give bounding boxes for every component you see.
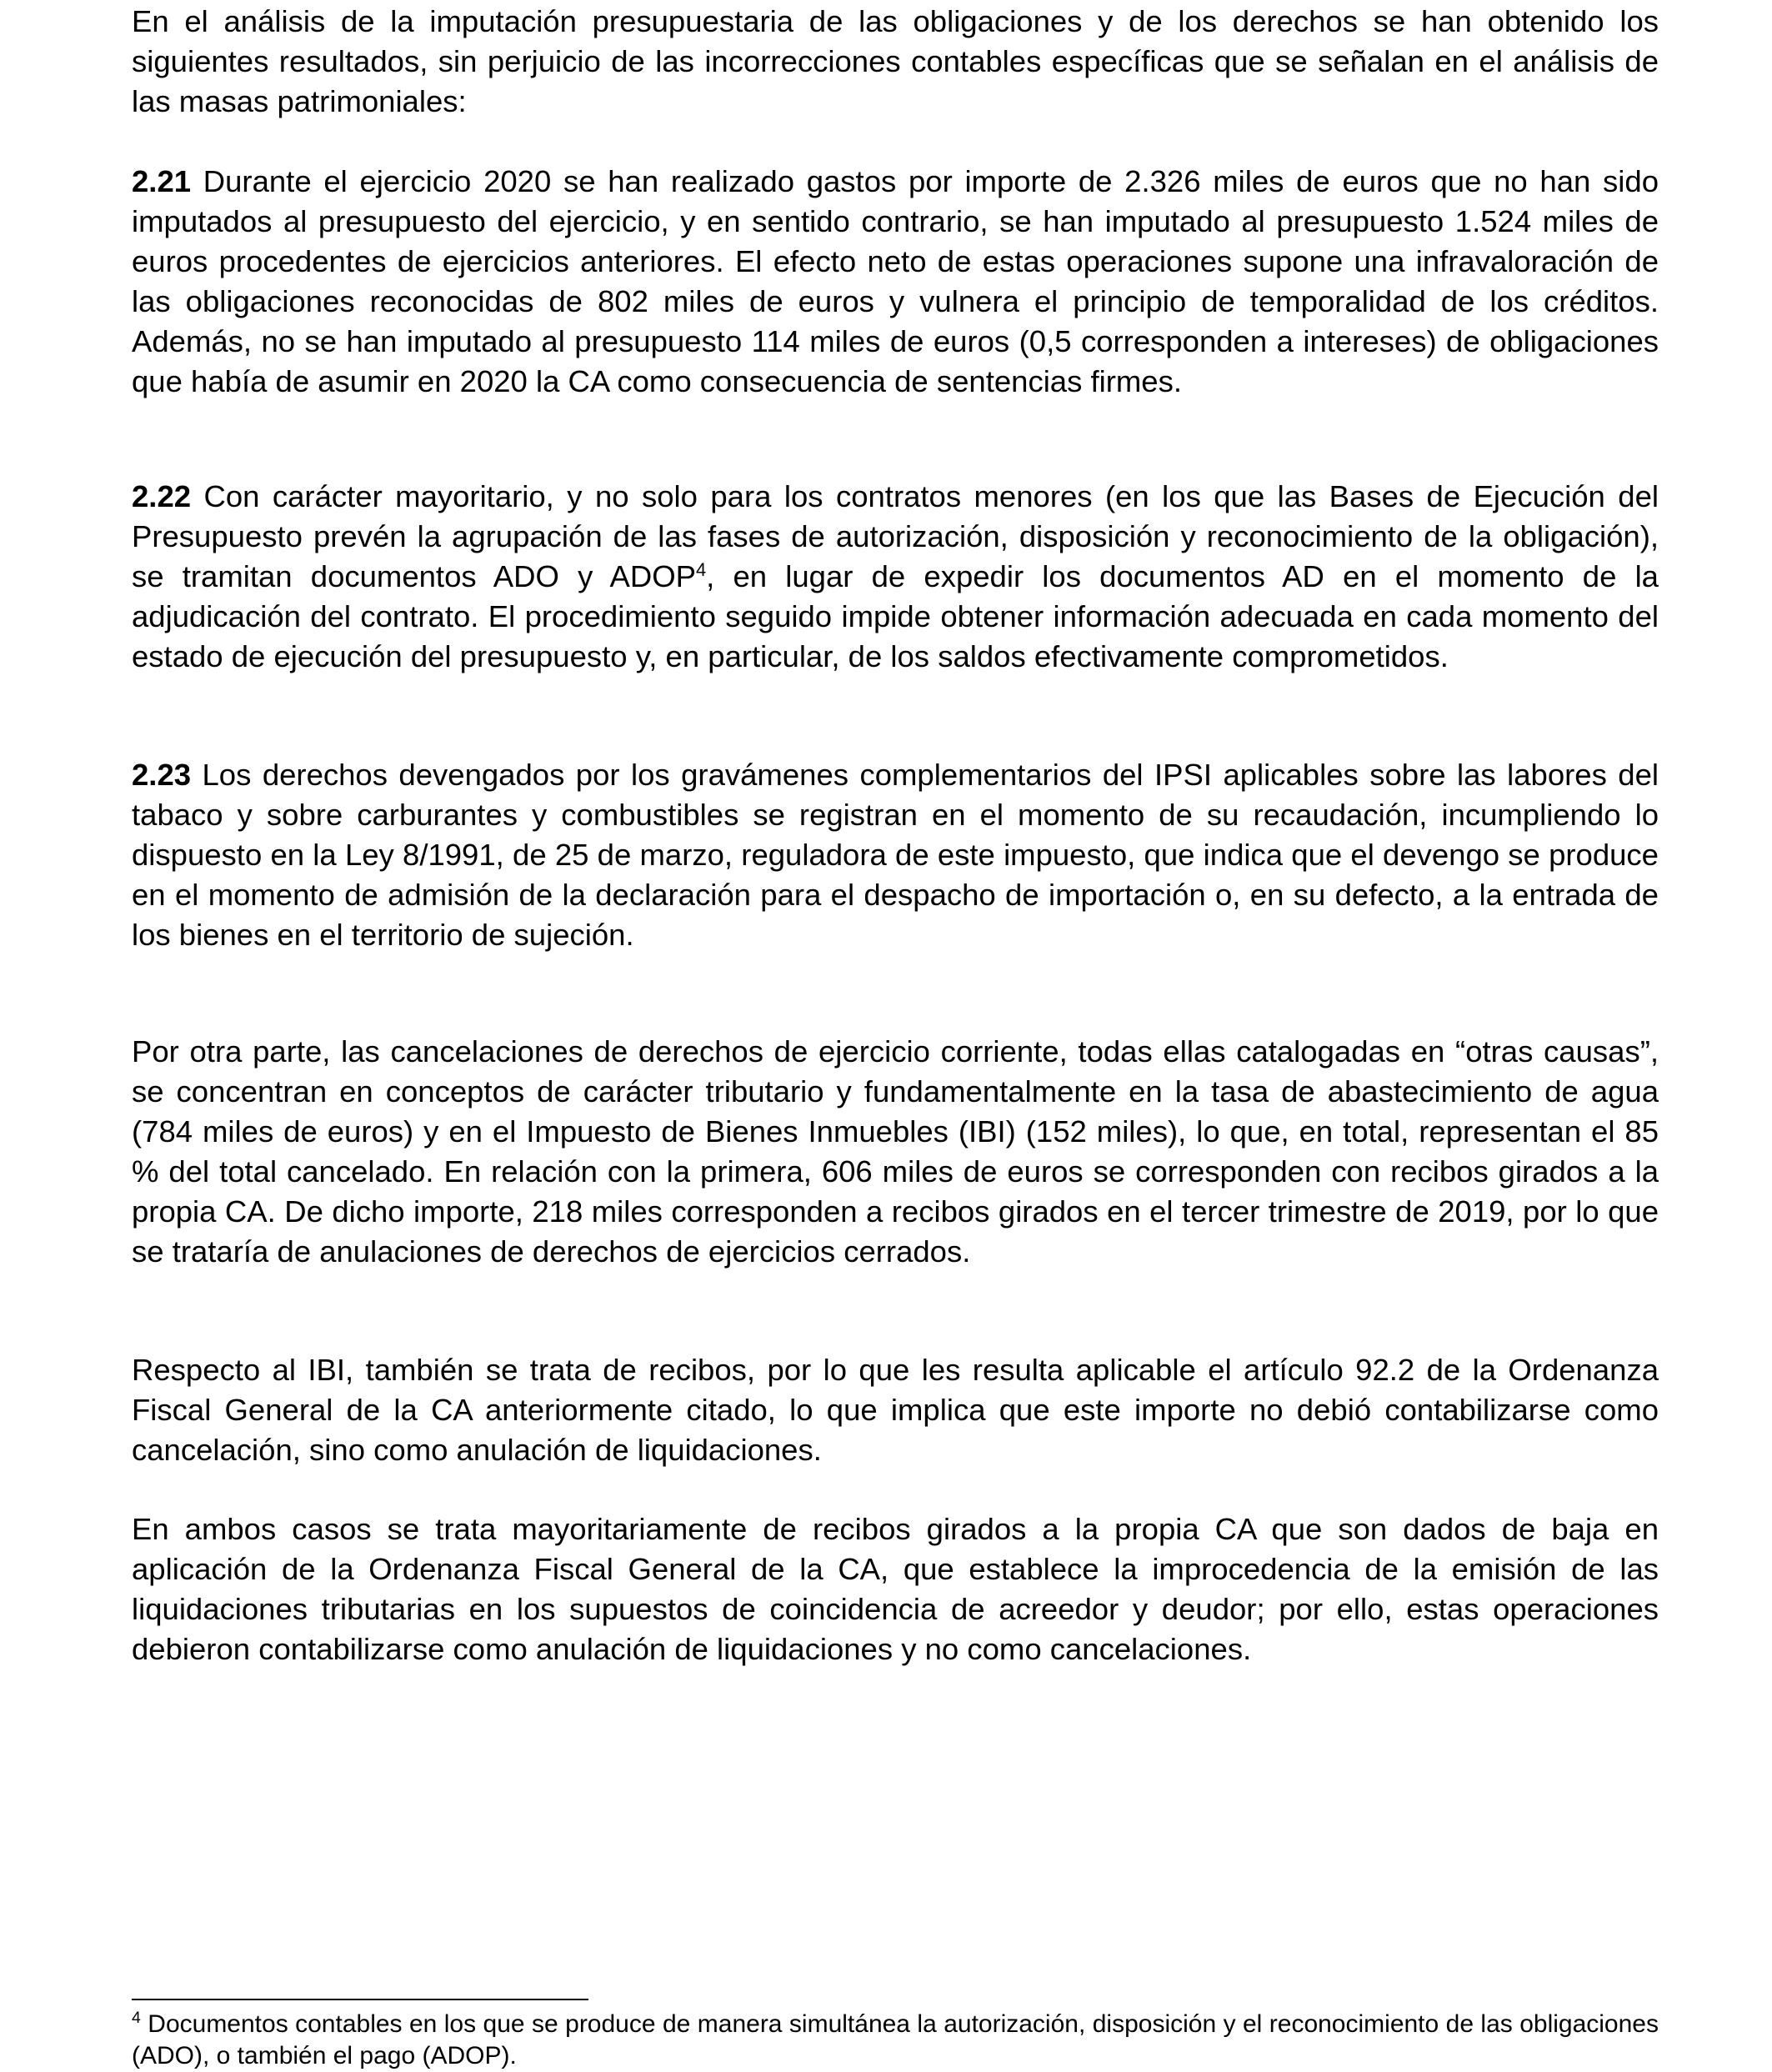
paragraph-text: Respecto al IBI, también se trata de recibos, por lo que les resulta aplicable el artículo 92.2 de la Ordenanza Fiscal General de la CA anteriormente citado, lo que implica que este importe no debió contabilizarse como cancelación, sino como anulación de liquidaciones. (132, 1353, 1659, 1467)
paragraph-text: Durante el ejercicio 2020 se han realizado gastos por importe de 2.326 miles de euros que no han sido imputados al presupuesto del ejercicio, y en sentido contrario, se han imputado al presupuesto 1.524 miles de euros procedentes de ejercicios anteriores. El efecto neto de estas operaciones supone una infravaloración de las obligaciones reconocidas de 802 miles de euros y vulnera el principio de temporalidad de los créditos. Además, no se han imputado al presupuesto 114 miles de euros (0,5 corresponden a intereses) de obligaciones que había de asumir en 2020 la CA como consecuencia de sentencias firmes. (132, 164, 1659, 398)
both-cases-paragraph (132, 1509, 1659, 1669)
paragraph-2-23 (132, 755, 1659, 955)
footnote-separator (132, 1999, 588, 2000)
paragraph-text: Con carácter mayoritario, y no solo para los contratos menores (en los que las Bases de Ejecución del Presupuesto prevén la agrupación de las fases de autorización, disposición y reconocimiento de la obligación), se tramitan documentos ADO y ADOP (132, 479, 1659, 593)
intro-paragraph-text: En el análisis de la imputación presupuestaria de las obligaciones y de los derechos se han obtenido los siguientes resultados, sin perjuicio de las incorrecciones contables específicas que se señalan en el análisis de las masas patrimoniales: (132, 4, 1659, 118)
paragraph-number: 2.22 (132, 479, 192, 513)
footnote-marker: 4 (132, 2009, 141, 2027)
paragraph-text: En ambos casos se trata mayoritariamente de recibos girados a la propia CA que son dados de baja en aplicación de la Ordenanza Fiscal General de la CA, que establece la improcedencia de la emisión de las liquidaciones tributarias en los supuestos de coincidencia de acreedor y deudor; por ello, estas operaciones debieron contabilizarse como anulación de liquidaciones y no como cancelaciones. (132, 1512, 1659, 1666)
ibi-paragraph (132, 1350, 1659, 1470)
intro-paragraph (132, 2, 1659, 122)
cancellations-paragraph (132, 1032, 1659, 1272)
paragraph-text: Los derechos devengados por los gravámenes complementarios del IPSI aplicables sobre las labores del tabaco y sobre carburantes y combustibles se registran en el momento de su recaudación, incumpliendo lo dispuesto en la Ley 8/1991, de 25 de marzo, reguladora de este impuesto, que indica que el devengo se produce en el momento de admisión de la declaración para el despacho de importación o, en su defecto, a la entrada de los bienes en el territorio de sujeción. (132, 758, 1659, 952)
footnote-text: Documentos contables en los que se produce de manera simultánea la autorización, disposición y el reconocimiento de las obligaciones (ADO), o también el pago (ADOP). (132, 2010, 1659, 2069)
footnote-reference[interactable]: 4 (695, 558, 707, 580)
paragraph-2-22 (132, 477, 1659, 677)
paragraph-text-continued: , en lugar de expedir los documentos AD en el momento de la adjudicación del contrato. El procedimiento seguido impide obtener información adecuada en cada momento del estado de ejecución del presupuesto y, en particular, de los saldos efectivamente comprometidos. (132, 559, 1659, 673)
paragraph-text: Por otra parte, las cancelaciones de derechos de ejercicio corriente, todas ellas catalogadas en “otras causas”, se concentran en conceptos de carácter tributario y fundamentalmente en la tasa de abastecimiento de agua (784 miles de euros) y en el Impuesto de Bienes Inmuebles (IBI) (152 miles), lo que, en total, representan el 85 % del total cancelado. En relación con la primera, 606 miles de euros se corresponden con recibos girados a la propia CA. De dicho importe, 218 miles corresponden a recibos girados en el tercer trimestre de 2019, por lo que se trataría de anulaciones de derechos de ejercicios cerrados. (132, 1034, 1659, 1269)
paragraph-2-21 (132, 162, 1659, 402)
paragraph-number: 2.21 (132, 164, 192, 198)
paragraph-number: 2.23 (132, 758, 192, 792)
footnote (132, 2009, 1659, 2072)
